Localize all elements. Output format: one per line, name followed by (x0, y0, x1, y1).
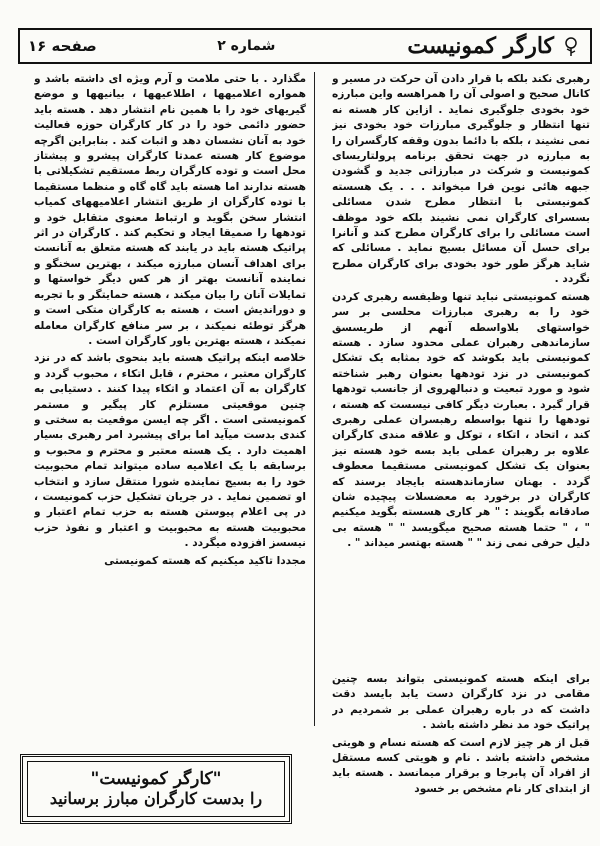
article-body (34, 72, 590, 834)
masthead-left (28, 37, 97, 55)
left-paragraph-3: مجددا تاکید میکنیم که هسته کمونیستی (104, 554, 306, 567)
slogan-line-2: را بدست کارگران مبارز برسانید (49, 789, 263, 808)
left-paragraph-1: مگذارد . با حتی ملامت و آرم ویژه ای داشته باشد و همواره اعلامیهها ، اطلاعیهها ، بیانیهها و موضع گیریهای خود را با همین نام انتشار دهد . هسته باید حضور دائمی خود را در کار کارگران حوزه فعالیت خود به آنان نشسان دهد و اثبات کند . بنابراین اگرچه موضوع کار هسته عمدتا کارگران پیشرو و پیشتاز محل است و توده کارگران ربط مستقیم تشکیلاتی با هسته ندارند اما هسته باید گاه گاه و منظما مستقیما با توده کارگران از طریق انتشار اعلامیههای کمیاب انتشار سخن بگوید و ارتباط معنوی متقابل خود و تودهها را صمیقا ایجاد و تحکیم کند . کارگران در اثر پراتیک هسته باید در یابند که هسته متعلق به آنانست برای اهداف آنسان مبارزه میکند ، بهترین سخنگو و نماینده آنانست بهتر از هر کس دیگر خواستها و تمایلات آنان را بیان میکند ، هسته حمایتگر و با تجربه و دوراندیش است ، هسته به کارگران متکی است و هرگز توطئه نمیکند ، بر سر منافع کارگران معامله نمیکند ، هسته بهترین یاور کارگران است . (34, 73, 306, 347)
slogan-inner (27, 761, 285, 817)
rose-icon (560, 35, 582, 57)
right-paragraph-3: برای اینکه هسته کمونیستی بتواند بسه چنین مقامی در نزد کارگران دست یابد بایسد دقت داشت که در باره رهبران عملی بر شمردیم در پراتیک خود مد نظر داشته باشد . (332, 673, 590, 732)
right-column-continued (332, 672, 590, 834)
right-paragraph-1: رهبری نکند بلکه با قرار دادن آن حرکت در مسیر و کانال صحیح و اصولی آن را همراهسه واین مبارزه خود بخودی جلوگیری نماید . ازاین کار هسته نه تنها انتظار و جلوگیری مبارزات خود بخودی نیز نمی نشیند ، بلکه با دائما بدون وقفه کارگسران را به مبارزه در جهت تحقق برنامه پرولتاریسای کمونیست و شرکت در مبارزاتی جدید و گشودن جبهه هائی نوین فرا میخواند . . . یک هسسته کمونیستی با انتظار مطرح شدن مسائلی بسسرای کارگران نمی نشیند بلکه خود موظف است مسائلی را برای کارگران مطرح کند و آنانرا برای حسل آن مسائل بسیج نماید . مسائلی که شاید هرگز طور خود بخودی برای کارگران مطرح نگردد . (332, 73, 590, 286)
right-column (332, 72, 590, 726)
paper-title: کارگر کمونیست (407, 33, 554, 59)
masthead-right (217, 33, 582, 59)
masthead (18, 28, 592, 64)
column-divider (314, 72, 315, 726)
issue-number: شماره ۲ (217, 38, 276, 54)
slogan-box (20, 754, 292, 824)
left-paragraph-2: خلاصه اینکه پراتیک هسته باید بنحوی باشد که در نزد کارگران معتبر ، محترم ، قابل اتکاء ، محبوب گردد و کارگران به آن اعتماد و اتکاء پیدا کنند . دستیابی به چنین موقعیتی مستلزم کار پیگیر و مستمر کمونیستی است . اگر چه ایسن موقعیت به سختی و کندی بدست میآید اما برای پیشبرد امر رهبری بسیار اهمیت دارد . یک هسته معتبر و محترم و محبوب و برسابقه با یک اعلامیه ساده میتواند تمام محبوبیت خود را به بسیج نماینده شورا منتقل سازد و انتخاب او تضمین نماید . در جریان تشکیل حزب کمونیست ، در پی اعلام پیوستن هسته به حزب تمام اعتبار و محبوبیت هسته به محبوبیت و اعتبار و نفوذ حزب نیسسز افزوده میگردد . (34, 352, 306, 550)
page-number: صفحه ۱۶ (28, 37, 97, 55)
left-column (34, 72, 306, 726)
right-paragraph-4: قبل از هر چیز لازم است که هسته نسام و هویتی مشخص داشته باشد . نام و هویتی کسه مستقل از افراد آن پابرجا و برقرار میمانسد . هسته باید از ابتدای کار نام مشخص بر خسود (332, 736, 590, 795)
newspaper-page (8, 8, 592, 838)
slogan-line-1: "کارگر کمونیست" (90, 769, 222, 789)
right-paragraph-2: هسته کمونیستی نباید تنها وظیفسه رهبری کردن خود را به رهبری مبارزات محلسی بر سر خواستهای بلاواسطه آنهم از طریسسق سازماندهی رهبران عملی محدود سازد . هسته کمونیستی باید بکوشد که خود بمثابه یک تشکل کمونیستی در نزد تودهها بعنوان رهبر شناخته شود و مورد تبعیت و دنبالهروی از جانسب تودهها قرار گیرد . بعبارت دیگر کافی نیسست که هسته ، تودهها را تنها بواسطه رهبسران عملی رهبری کند ، اتحاد ، اتکاء ، توکل و علاقه مندی کارگران علاوه بر رهبران عملی باید بسه خود هسته نیز بعنوان یک تشکل کمونیستی مستقیما معطوف گردد . بهنان سازماندهسته بایجاد برسند که کارگران در برخورد به معضسلات پیچیده شان صادقانه بگویند : " هر کاری هسسته بگوید میکنیم " ، " حتما هسته صحیح میگویسد " " هسته بی دلیل حرفی نمی زند " " هسته بهتسر میداند " . (332, 290, 590, 550)
